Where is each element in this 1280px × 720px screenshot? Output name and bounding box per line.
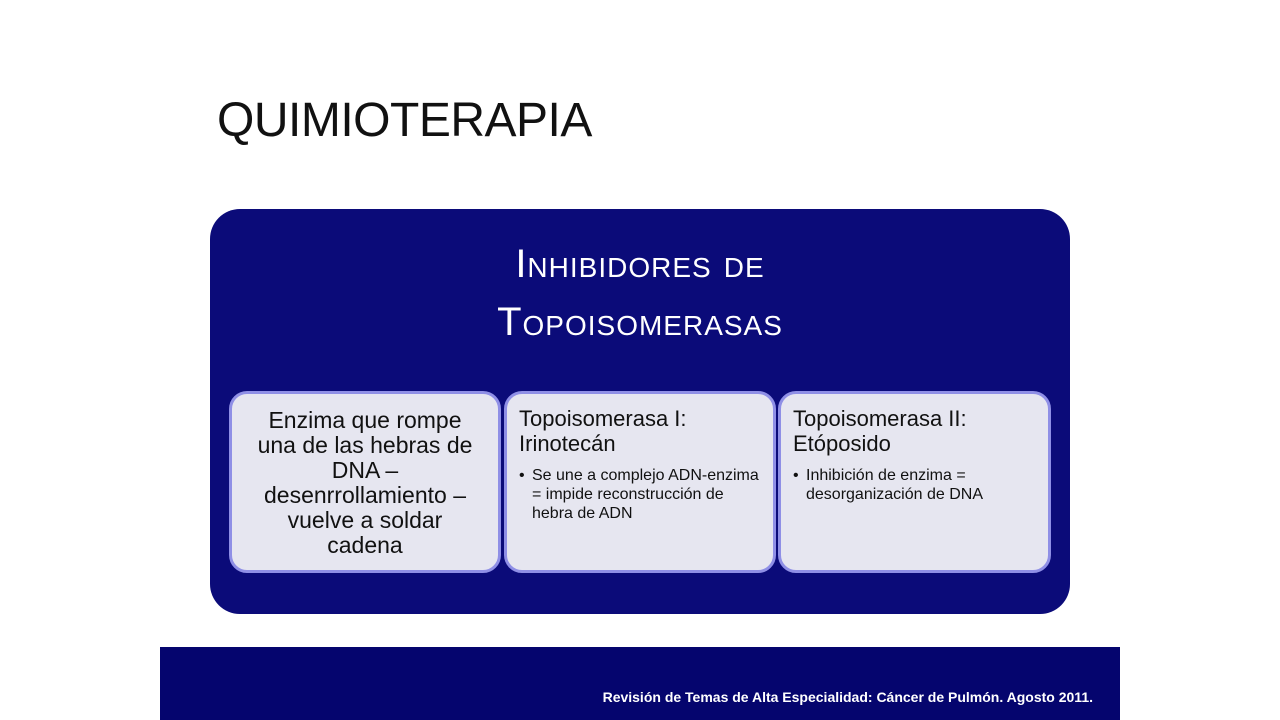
bullet-dot-icon: •: [793, 467, 799, 484]
card-heading-line: Topoisomerasa I:: [519, 406, 687, 431]
panel-heading-line-2: Topoisomerasas: [497, 300, 783, 344]
bullet-text: Inhibición de enzima = desorganización de DNA: [806, 467, 983, 503]
bullet-text: Se une a complejo ADN-enzima = impide reconstrucción de hebra de ADN: [532, 467, 759, 522]
card-topoisomerase-1: [504, 391, 776, 573]
topoisomerase-inhibitors-panel: [210, 209, 1070, 614]
slide-title: QUIMIOTERAPIA: [217, 94, 592, 147]
bullet-dot-icon: •: [519, 467, 525, 484]
card-heading: [519, 406, 765, 456]
bullet-item: [519, 466, 763, 523]
card-description-text: [240, 408, 490, 558]
card-description-line: vuelve a soldar: [287, 507, 443, 533]
card-heading-line: Irinotecán: [519, 431, 616, 456]
card-bullet-list: [793, 466, 1038, 504]
footer-bar: [160, 647, 1120, 720]
card-description-line: cadena: [327, 532, 403, 558]
panel-heading-line-1: Inhibidores de: [515, 242, 765, 286]
card-heading: [793, 406, 1040, 456]
card-heading-line: Topoisomerasa II:: [793, 406, 967, 431]
card-description-line: DNA –: [331, 457, 399, 483]
footer-citation: Revisión de Temas de Alta Especialidad: Cáncer de Pulmón. Agosto 2011.: [602, 689, 1093, 705]
card-heading-line: Etóposido: [793, 431, 891, 456]
card-enzyme-description: [229, 391, 501, 573]
panel-heading: [210, 235, 1070, 351]
bullet-item: [793, 466, 1038, 504]
card-description-line: una de las hebras de: [257, 432, 473, 458]
card-description-line: desenrrollamiento –: [263, 482, 466, 508]
card-description-line: Enzima que rompe: [268, 407, 462, 433]
card-topoisomerase-2: [778, 391, 1051, 573]
card-bullet-list: [519, 466, 763, 523]
